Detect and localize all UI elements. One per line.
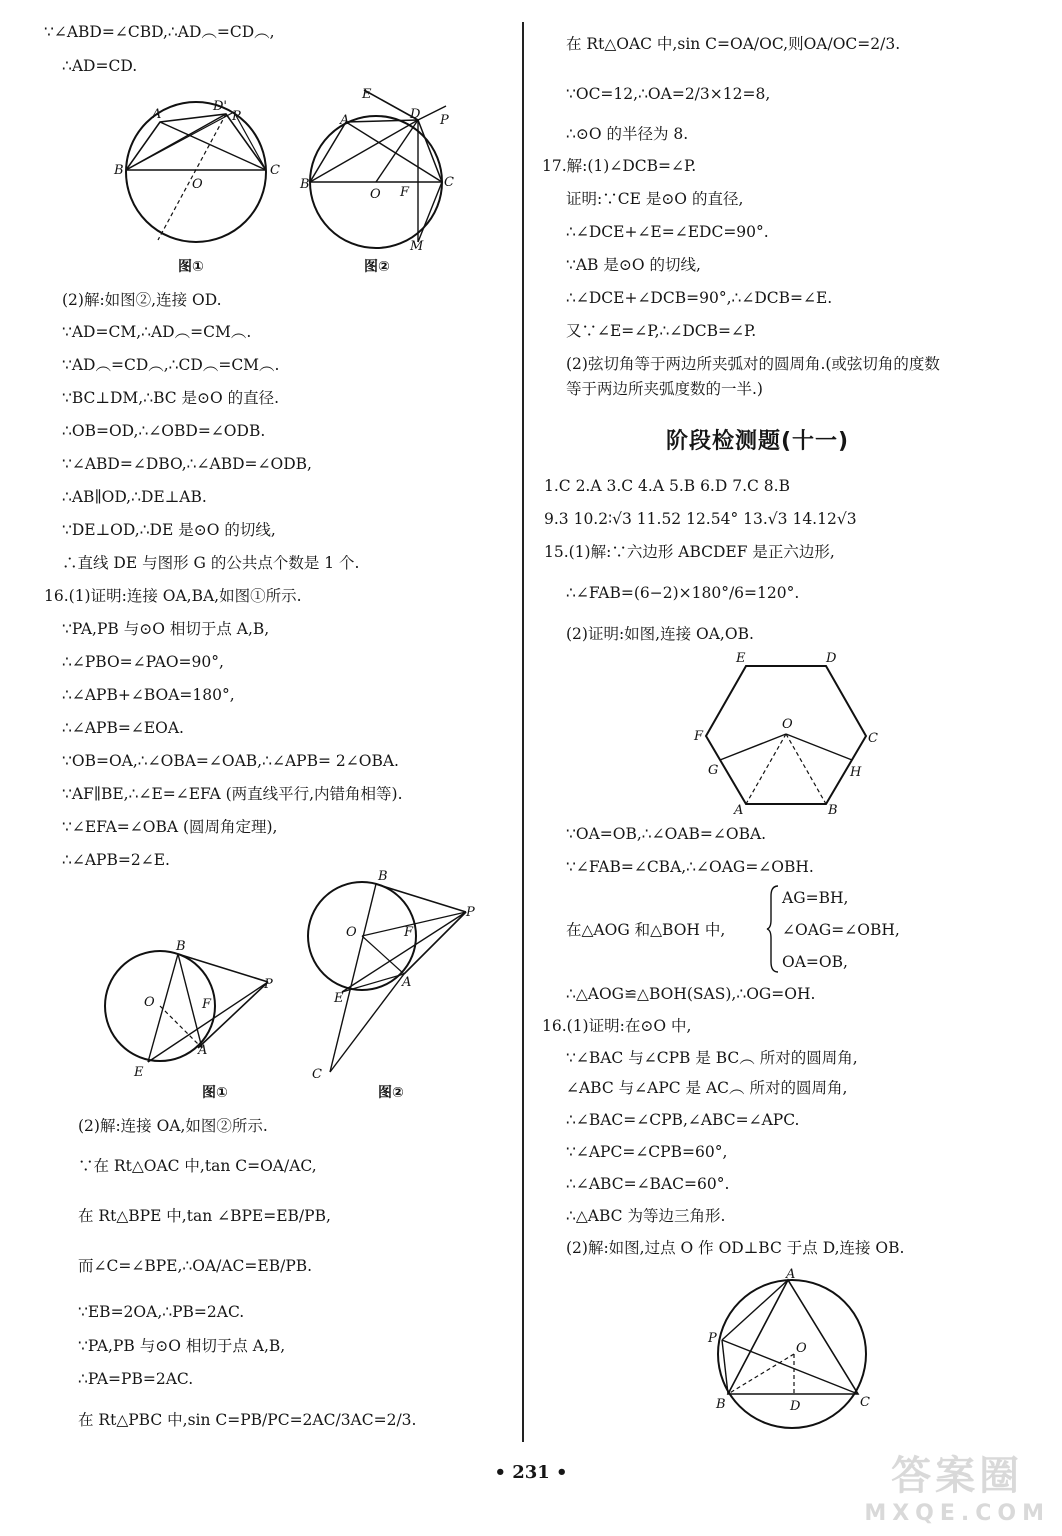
point-label: C	[868, 731, 878, 746]
text-line: ∵OC=12,∴OA=2/3×12=8,	[566, 85, 771, 103]
section-heading: 阶段检测题(十一)	[666, 429, 850, 454]
text-line: 16.(1)证明:连接 OA,BA,如图①所示.	[44, 587, 302, 605]
point-label: B	[114, 163, 124, 178]
text-line: ∴⊙O 的半径为 8.	[566, 125, 689, 143]
figure-caption: 图②	[364, 259, 390, 275]
watermark-logo-text: 答案圈	[891, 1453, 1024, 1499]
text-line: ∴∠DCE+∠E=∠EDC=90°.	[566, 223, 769, 241]
text-line: ∵OA=OB,∴∠OAB=∠OBA.	[566, 825, 767, 843]
figure-tangent-2	[300, 866, 490, 1082]
point-label: C	[270, 163, 280, 178]
text-line: ∵∠APC=∠CPB=60°,	[566, 1143, 728, 1161]
text-line: ∵PA,PB 与⊙O 相切于点 A,B,	[78, 1337, 286, 1355]
text-line: (2)解:如图②,连接 OD.	[62, 291, 222, 309]
point-label: A	[340, 113, 350, 128]
text-line: ∴∠FAB=(6−2)×180°/6=120°.	[566, 584, 800, 602]
text-line: ∵∠FAB=∠CBA,∴∠OAG=∠OBH.	[566, 858, 814, 876]
figure-tangent-1	[98, 930, 288, 1080]
point-label: C	[860, 1395, 870, 1410]
text-line: ∴OB=OD,∴∠OBD=∠ODB.	[62, 422, 266, 440]
text-line: ∵∠BAC 与∠CPB 是 BC︵ 所对的圆周角,	[566, 1049, 858, 1067]
text-line: ∵∠ABD=∠CBD,∴AD︵=CD︵,	[44, 23, 275, 41]
point-label: P	[440, 113, 449, 128]
text-line: ∵DE⊥OD,∴DE 是⊙O 的切线,	[62, 521, 276, 539]
point-label: B	[176, 939, 186, 954]
point-label: D	[410, 107, 421, 122]
point-label: D'	[213, 99, 227, 114]
point-label: A	[734, 803, 744, 816]
text-line: ∵∠ABD=∠DBO,∴∠ABD=∠ODB,	[62, 455, 312, 473]
point-label: E	[334, 991, 344, 1006]
text-line: 15.(1)解:∵六边形 ABCDEF 是正六边形,	[544, 543, 835, 561]
point-label: P	[264, 977, 273, 992]
point-label: B	[378, 869, 388, 884]
point-label: A	[152, 107, 162, 122]
point-label: O	[346, 925, 357, 940]
text-line: (2)解:如图,过点 O 作 OD⊥BC 于点 D,连接 OB.	[566, 1239, 905, 1257]
text-line: ∵OB=OA,∴∠OBA=∠OAB,∴∠APB= 2∠OBA.	[62, 752, 399, 770]
text-line: 16.(1)证明:在⊙O 中,	[542, 1017, 692, 1035]
text-line: 在 Rt△PBC 中,sin C=PB/PC=2AC/3AC=2/3.	[78, 1411, 417, 1429]
text-line: ∵AD=CM,∴AD︵=CM︵.	[62, 323, 252, 341]
text-line: ∠OAG=∠OBH,	[782, 921, 900, 939]
point-label: C	[312, 1067, 322, 1082]
text-line: ∴AD=CD.	[62, 57, 138, 75]
point-label: E	[134, 1065, 144, 1080]
point-label: O	[782, 717, 793, 732]
text-line: ∴直线 DE 与图形 G 的公共点个数是 1 个.	[62, 554, 360, 572]
point-label: O	[144, 995, 155, 1010]
text-line: ∴AB∥OD,∴DE⊥AB.	[62, 488, 207, 506]
text-line: ∵AF∥BE,∴∠E=∠EFA (两直线平行,内错角相等).	[62, 785, 403, 803]
brace-icon	[766, 884, 780, 974]
text-line: ∵∠EFA=∠OBA (圆周角定理),	[62, 818, 278, 836]
figure-triangle	[702, 1266, 882, 1438]
point-label: E	[362, 87, 372, 102]
point-label: F	[400, 185, 410, 200]
text-line: ∵PA,PB 与⊙O 相切于点 A,B,	[62, 620, 270, 638]
point-label: C	[444, 175, 454, 190]
text-line: 在△AOG 和△BOH 中,	[566, 921, 726, 939]
point-label: A	[786, 1267, 796, 1282]
figure-circle-2	[296, 84, 456, 254]
point-label: F	[404, 925, 414, 940]
text-line: ∴∠APB=∠EOA.	[62, 719, 184, 737]
figure-caption: 图①	[178, 259, 204, 275]
point-label: O	[192, 177, 203, 192]
text-line: ∠ABC 与∠APC 是 AC︵ 所对的圆周角,	[566, 1079, 848, 1097]
text-line: 而∠C=∠BPE,∴OA/AC=EB/PB.	[78, 1257, 313, 1275]
point-label: D	[826, 651, 837, 666]
text-line: 9.3 10.2∶√3 11.52 12.54° 13.√3 14.12√3	[544, 510, 857, 528]
figure-circle-1	[108, 84, 288, 254]
point-label: O	[370, 187, 381, 202]
point-label: P	[232, 109, 241, 124]
text-line: ∵在 Rt△OAC 中,tan C=OA/AC,	[78, 1157, 317, 1175]
point-label: P	[466, 905, 475, 920]
point-label: G	[708, 763, 719, 778]
point-label: M	[410, 239, 424, 254]
text-line: ∴PA=PB=2AC.	[78, 1370, 194, 1388]
point-label: B	[716, 1397, 726, 1412]
point-label: P	[708, 1331, 717, 1346]
point-label: B	[300, 177, 310, 192]
column-divider	[522, 22, 524, 1442]
point-label: D	[790, 1399, 801, 1414]
text-line: 17.解:(1)∠DCB=∠P.	[542, 157, 697, 175]
text-line: ∴∠ABC=∠BAC=60°.	[566, 1175, 730, 1193]
point-label: B	[828, 803, 838, 816]
text-line: (2)解:连接 OA,如图②所示.	[78, 1117, 268, 1135]
figure-hexagon	[690, 650, 890, 816]
point-label: A	[402, 975, 412, 990]
text-line: ∵EB=2OA,∴PB=2AC.	[78, 1303, 245, 1321]
text-line: ∴△AOG≌△BOH(SAS),∴OG=OH.	[566, 985, 816, 1003]
text-line: 又∵∠E=∠P,∴∠DCB=∠P.	[566, 322, 757, 340]
text-line: OA=OB,	[782, 953, 848, 971]
watermark-url: MXQE.COM	[864, 1501, 1050, 1526]
site-watermark	[864, 1444, 1050, 1526]
page-number: • 231 •	[494, 1462, 568, 1483]
point-label: O	[796, 1341, 807, 1356]
text-line: ∴∠PBO=∠PAO=90°,	[62, 653, 224, 671]
text-line: ∴△ABC 为等边三角形.	[566, 1207, 726, 1225]
text-line: 在 Rt△OAC 中,sin C=OA/OC,则OA/OC=2/3.	[566, 35, 901, 53]
point-label: F	[694, 729, 704, 744]
point-label: F	[202, 997, 212, 1012]
text-line: 在 Rt△BPE 中,tan ∠BPE=EB/PB,	[78, 1207, 331, 1225]
text-line: ∴∠APB+∠BOA=180°,	[62, 686, 235, 704]
text-line: AG=BH,	[782, 889, 849, 907]
text-line: ∵AD︵=CD︵,∴CD︵=CM︵.	[62, 356, 280, 374]
text-line: 1.C 2.A 3.C 4.A 5.B 6.D 7.C 8.B	[544, 477, 790, 495]
text-line: ∵AB 是⊙O 的切线,	[566, 256, 701, 274]
text-line: (2)弦切角等于两边所夹弧对的圆周角.(或弦切角的度数	[566, 355, 940, 373]
point-label: E	[736, 651, 746, 666]
figure-caption: 图②	[378, 1085, 404, 1101]
point-label: H	[850, 765, 862, 780]
point-label: A	[198, 1043, 208, 1058]
text-line: ∴∠APB=2∠E.	[62, 851, 170, 869]
text-line: 等于两边所夹弧度数的一半.)	[566, 380, 763, 398]
text-line: ∴∠BAC=∠CPB,∠ABC=∠APC.	[566, 1111, 800, 1129]
figure-caption: 图①	[202, 1085, 228, 1101]
text-line: 证明:∵CE 是⊙O 的直径,	[566, 190, 744, 208]
text-line: (2)证明:如图,连接 OA,OB.	[566, 625, 754, 643]
text-line: ∴∠DCE+∠DCB=90°,∴∠DCB=∠E.	[566, 289, 833, 307]
text-line: ∵BC⊥DM,∴BC 是⊙O 的直径.	[62, 389, 280, 407]
